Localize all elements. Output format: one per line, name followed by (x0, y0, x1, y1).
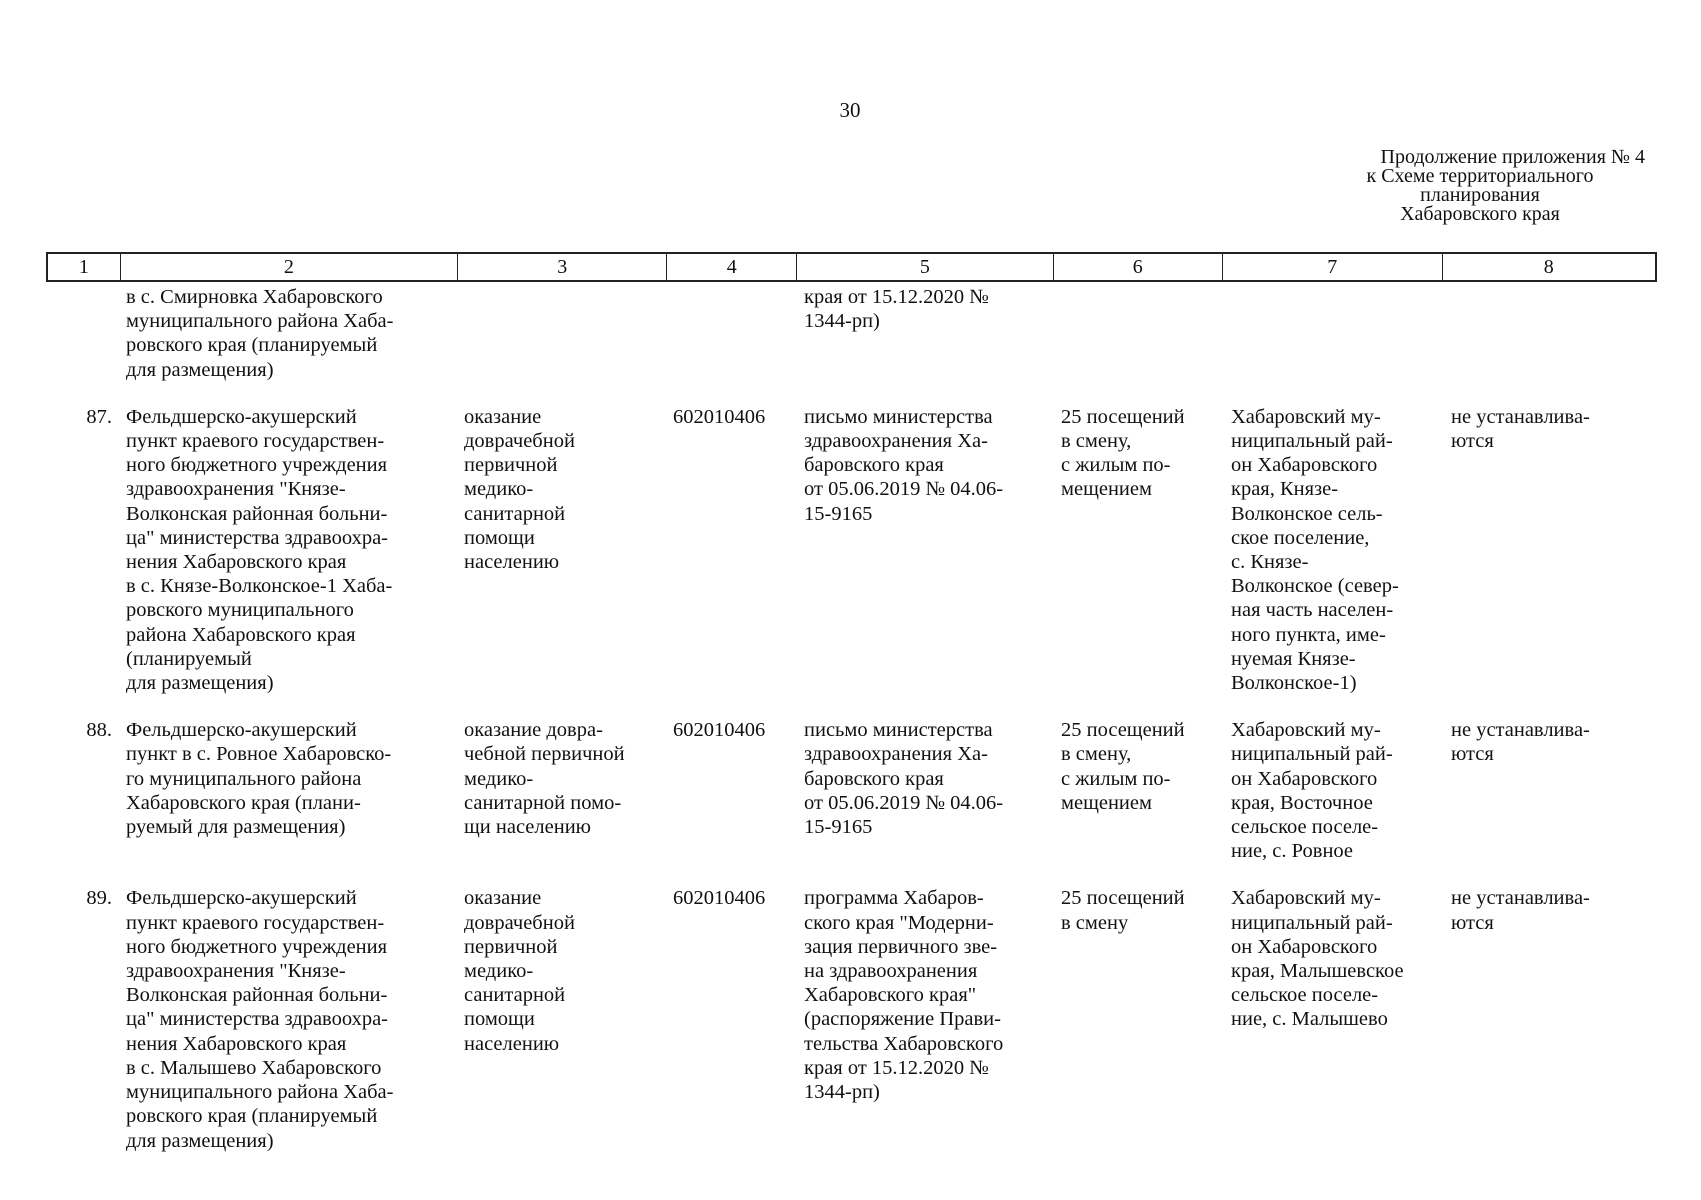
basis-document-line: ского края "Модерни- (804, 911, 994, 934)
object-name-line: для размещения) (126, 1129, 274, 1152)
location-line: Хабаровский му- (1231, 405, 1381, 428)
object-purpose-line: медико- (464, 960, 534, 983)
location-line: Волконское сель- (1231, 502, 1383, 525)
protection-zone-line: ются (1451, 743, 1494, 766)
basis-document-line: зация первичного зве- (804, 935, 998, 958)
location-line: ная часть населен- (1231, 599, 1394, 622)
table-body (46, 285, 1657, 1153)
object-name-line: ровского муниципального (126, 599, 354, 622)
location-cell (1223, 886, 1443, 1031)
basis-document-line: тельства Хабаровского (804, 1032, 1004, 1055)
column-header: 5 (796, 254, 1052, 280)
basis-document-line: 15-9165 (804, 502, 873, 525)
object-name-line: ца" министерства здравоохра- (126, 526, 389, 549)
object-code-cell (666, 405, 796, 429)
protection-zone-cell (1443, 405, 1657, 453)
capacity-line: мещением (1061, 478, 1152, 501)
basis-document-cell (796, 405, 1053, 526)
basis-document-cell (796, 718, 1053, 839)
location-line: сельское поселе- (1231, 984, 1379, 1007)
basis-document-line: края от 15.12.2020 № (804, 286, 989, 308)
appendix-note-line: Продолжение приложения № 4 (1380, 146, 1645, 168)
object-name-line: Волконская районная больни- (126, 984, 388, 1007)
capacity-cell (1053, 405, 1223, 502)
object-name-line: для размещения) (126, 358, 274, 381)
capacity-line: 25 посещений (1061, 719, 1185, 742)
object-purpose-line: оказание (464, 887, 542, 910)
capacity-line: в смену (1061, 911, 1129, 934)
object-purpose-line: первичной (464, 935, 558, 958)
location-line: края, Малышевское (1231, 960, 1404, 983)
object-name-cell (118, 886, 456, 1152)
capacity-line: 25 посещений (1061, 887, 1185, 910)
table-row-continuation (46, 285, 1657, 382)
object-name-line: нения Хабаровского края (126, 1032, 347, 1055)
basis-document-line: на здравоохранения (804, 960, 978, 983)
object-name-line: нения Хабаровского края (126, 551, 347, 574)
page-number: 30 (839, 98, 861, 122)
location-line: ниципальный рай- (1231, 430, 1393, 453)
object-purpose-line: санитарной (464, 984, 566, 1007)
location-line: ние, с. Малышево (1231, 1008, 1388, 1031)
capacity-line: в смену, (1061, 430, 1132, 453)
object-name-line: района Хабаровского края (126, 623, 356, 646)
object-name-line: пункт краевого государствен- (126, 430, 385, 453)
object-purpose-line: щи населению (464, 816, 591, 839)
basis-document-line: 1344-рп) (804, 1081, 880, 1104)
object-purpose-line: населению (464, 1032, 560, 1055)
object-name-line: ного бюджетного учреждения (126, 935, 388, 958)
object-purpose-line: оказание (464, 405, 542, 428)
location-line: он Хабаровского (1231, 454, 1378, 477)
column-header: 1 (78, 256, 89, 278)
object-purpose-line: оказание довра- (464, 719, 603, 742)
basis-document-line: здравоохранения Ха- (804, 743, 988, 766)
basis-document-line: края от 15.12.2020 № (804, 1056, 989, 1079)
location-cell (1223, 405, 1443, 695)
object-purpose-line: медико- (464, 767, 534, 790)
object-name-line: Фельдшерско-акушерский (126, 719, 357, 742)
location-line: ного пункта, име- (1231, 623, 1386, 646)
row-number: 88. (86, 719, 112, 742)
basis-document-cell (796, 285, 1053, 333)
object-purpose-line: доврачебной (464, 911, 575, 934)
basis-document-line: здравоохранения Ха- (804, 430, 988, 453)
basis-document-line: от 05.06.2019 № 04.06- (804, 791, 1004, 814)
basis-document-line: (распоряжение Прави- (804, 1008, 1001, 1031)
row-number: 89. (86, 887, 112, 910)
object-purpose-line: медико- (464, 478, 534, 501)
capacity-line: 25 посещений (1061, 405, 1185, 428)
basis-document-line: 15-9165 (804, 816, 873, 839)
column-header: 6 (1053, 254, 1223, 280)
appendix-note-line: к Схеме территориального (1366, 165, 1594, 187)
object-purpose-line: чебной первичной (464, 743, 625, 766)
capacity-line: с жилым по- (1061, 767, 1171, 790)
location-line: ское поселение, (1231, 526, 1370, 549)
location-line: ниципальный рай- (1231, 743, 1393, 766)
object-code-line: 602010406 (673, 405, 766, 428)
object-name-line: Фельдшерско-акушерский (126, 887, 357, 910)
object-name-cell (118, 718, 456, 839)
location-line: края, Восточное (1231, 791, 1373, 814)
object-code-line: 602010406 (673, 719, 766, 742)
object-code-cell (666, 718, 796, 742)
object-name-line: здравоохранения "Князе- (126, 960, 346, 983)
object-name-line: для размещения) (126, 672, 274, 695)
object-name-cell (118, 405, 456, 695)
protection-zone-line: ются (1451, 430, 1494, 453)
protection-zone-line: не устанавлива- (1451, 887, 1590, 910)
object-purpose-line: доврачебной (464, 430, 575, 453)
location-line: ние, с. Ровное (1231, 840, 1354, 863)
location-line: нуемая Князе- (1231, 647, 1356, 670)
object-name-line: здравоохранения "Князе- (126, 478, 346, 501)
object-name-line: пункт в с. Ровное Хабаровско- (126, 743, 392, 766)
object-purpose-line: помощи (464, 1008, 535, 1031)
location-line: сельское поселе- (1231, 816, 1379, 839)
object-name-line: пункт краевого государствен- (126, 911, 385, 934)
protection-zone-cell (1443, 718, 1657, 766)
location-line: он Хабаровского (1231, 935, 1378, 958)
capacity-cell (1053, 718, 1223, 815)
location-line: он Хабаровского (1231, 767, 1378, 790)
row-number-cell (46, 718, 118, 742)
object-name-line: муниципального района Хаба- (126, 1081, 394, 1104)
object-name-line: руемый для размещения) (126, 816, 346, 839)
location-line: Хабаровский му- (1231, 887, 1381, 910)
table-row (46, 405, 1657, 695)
appendix-note (1290, 148, 1670, 224)
table-header-row (46, 252, 1657, 282)
capacity-cell (1053, 886, 1223, 934)
object-purpose-line: первичной (464, 454, 558, 477)
object-name-cell (118, 285, 456, 382)
object-name-line: го муниципального района (126, 767, 362, 790)
object-name-line: ровского края (планируемый (126, 334, 378, 357)
object-code-line: 602010406 (673, 887, 766, 910)
object-name-line: Хабаровского края (плани- (126, 791, 361, 814)
object-purpose-line: населению (464, 551, 560, 574)
object-name-line: ца" министерства здравоохра- (126, 1008, 389, 1031)
object-purpose-cell (456, 405, 666, 574)
basis-document-line: баровского края (804, 767, 944, 790)
object-purpose-cell (456, 718, 666, 839)
appendix-note-line: Хабаровского края (1400, 203, 1560, 225)
location-line: Волконское (север- (1231, 575, 1399, 598)
row-number-cell (46, 886, 118, 910)
basis-document-line: от 05.06.2019 № 04.06- (804, 478, 1004, 501)
column-header: 2 (120, 254, 457, 280)
object-name-line: (планируемый (126, 647, 252, 670)
object-name-line: Волконская районная больни- (126, 502, 388, 525)
protection-zone-line: ются (1451, 911, 1494, 934)
table-row (46, 886, 1657, 1152)
basis-document-line: письмо министерства (804, 405, 993, 428)
object-name-line: в с. Князе-Волконское-1 Хаба- (126, 575, 393, 598)
protection-zone-cell (1443, 886, 1657, 934)
object-name-line: муниципального района Хаба- (126, 310, 394, 333)
basis-document-cell (796, 886, 1053, 1104)
row-number-cell (46, 405, 118, 429)
object-purpose-line: помощи (464, 526, 535, 549)
location-line: Волконское-1) (1231, 672, 1357, 695)
basis-document-line: программа Хабаров- (804, 887, 984, 910)
location-line: края, Князе- (1231, 478, 1339, 501)
object-name-line: ного бюджетного учреждения (126, 454, 388, 477)
appendix-note-line: планирования (1420, 184, 1540, 206)
basis-document-line: баровского края (804, 454, 944, 477)
protection-zone-line: не устанавлива- (1451, 405, 1590, 428)
location-cell (1223, 718, 1443, 863)
capacity-line: с жилым по- (1061, 454, 1171, 477)
table-row (46, 718, 1657, 863)
column-header: 7 (1222, 254, 1441, 280)
column-header: 8 (1442, 254, 1655, 280)
object-name-line: ровского края (планируемый (126, 1105, 378, 1128)
object-purpose-line: санитарной (464, 502, 566, 525)
object-name-line: Фельдшерско-акушерский (126, 405, 357, 428)
object-name-line: в с. Смирновка Хабаровского (126, 286, 383, 308)
location-line: ниципальный рай- (1231, 911, 1393, 934)
capacity-line: в смену, (1061, 743, 1132, 766)
location-line: Хабаровский му- (1231, 719, 1381, 742)
row-number: 87. (86, 405, 112, 428)
column-header: 3 (457, 254, 666, 280)
capacity-line: мещением (1061, 791, 1152, 814)
object-name-line: в с. Малышево Хабаровского (126, 1056, 382, 1079)
protection-zone-line: не устанавлива- (1451, 719, 1590, 742)
basis-document-line: 1344-рп) (804, 310, 880, 333)
column-header: 4 (666, 254, 796, 280)
basis-document-line: Хабаровского края" (804, 984, 977, 1007)
object-code-cell (666, 886, 796, 910)
object-purpose-cell (456, 886, 666, 1055)
object-purpose-line: санитарной помо- (464, 791, 622, 814)
location-line: с. Князе- (1231, 551, 1309, 574)
basis-document-line: письмо министерства (804, 719, 993, 742)
